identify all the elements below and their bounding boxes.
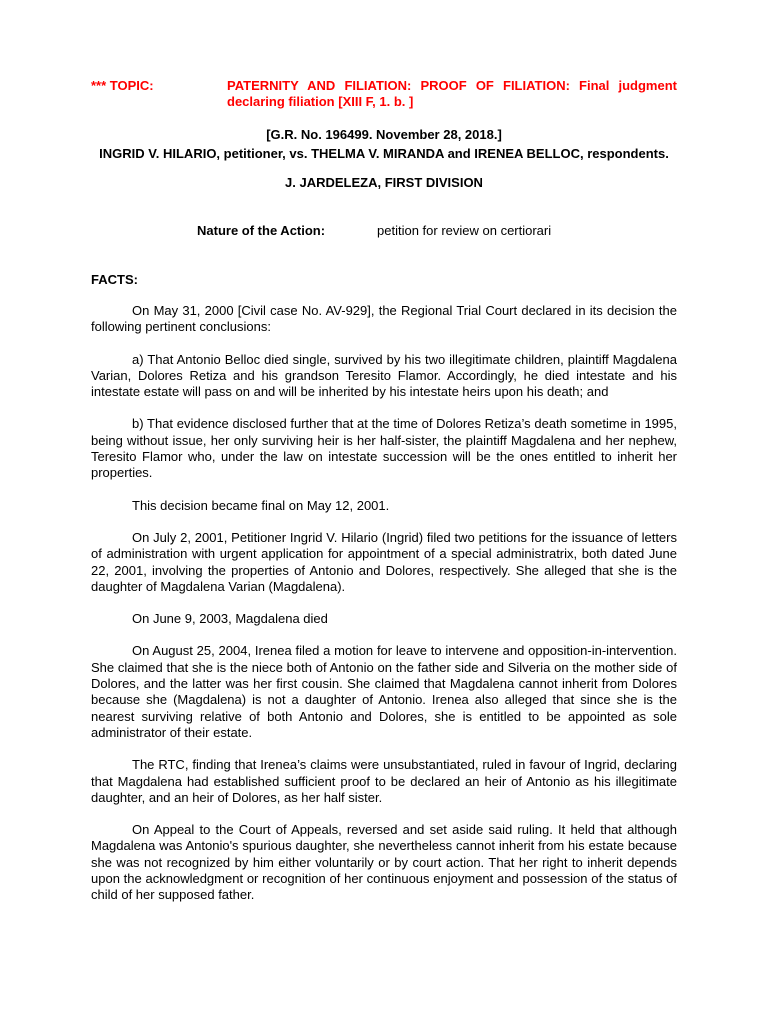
topic-text: PATERNITY AND FILIATION: PROOF OF FILIATION: Final judgment declaring filiation [XIII F, 1. b. ] — [227, 78, 677, 109]
case-parties: INGRID V. HILARIO, petitioner, vs. THELMA V. MIRANDA and IRENEA BELLOC, respondents. — [99, 146, 669, 161]
facts-paragraph: The RTC, finding that Irenea’s claims were unsubstantiated, ruled in favour of Ingrid, declaring that Magdalena had established sufficient proof to be declared an heir of Antonio as his illegitimate daughter, and an heir of Dolores, as her half sister. — [91, 757, 677, 805]
gr-number: [G.R. No. 196499. November 28, 2018.] — [266, 127, 502, 142]
topic-header — [91, 78, 677, 110]
topic-label: *** TOPIC: — [91, 78, 154, 93]
facts-body — [91, 303, 677, 920]
ponente-division: J. JARDELEZA, FIRST DIVISION — [285, 175, 483, 190]
facts-paragraph: On May 31, 2000 [Civil case No. AV-929], the Regional Trial Court declared in its decision the following pertinent conclusions: — [91, 303, 677, 335]
facts-paragraph: On June 9, 2003, Magdalena died — [132, 611, 328, 627]
facts-heading: FACTS: — [91, 272, 138, 287]
facts-paragraph: On August 25, 2004, Irenea filed a motion for leave to intervene and opposition-in-intervention. She claimed that she is the niece both of Antonio on the father side and Silveria on the mother side of Dolores, and the latter was her first cousin. She claimed that Magdalena cannot inherit from Dolores because she (Magdalena) is not a daughter of Antonio. Irenea also alleged that since she is the nearest surviving relative of both Antonio and Dolores, she is entitled to be appointed as sole administrator of their estate. — [91, 643, 677, 740]
facts-paragraph: b) That evidence disclosed further that at the time of Dolores Retiza’s death sometime in 1995, being without issue, her only surviving heir is her half-sister, the plaintiff Magdalena and her nephew, Teresito Flamor who, under the law on intestate succession will be the ones entitled to inherit her properties. — [91, 416, 677, 481]
facts-paragraph: On Appeal to the Court of Appeals, reversed and set aside said ruling. It held that although Magdalena was Antonio's spurious daughter, she nevertheless cannot inherit from his estate because she was not recognized by him either voluntarily or by court action. That her right to inherit depends upon the acknowledgment or recognition of her continuous enjoyment and possession of the status of child of her supposed father. — [91, 822, 677, 903]
facts-paragraph: This decision became final on May 12, 2001. — [132, 497, 390, 513]
nature-value: petition for review on certiorari — [377, 223, 552, 238]
facts-paragraph: a) That Antonio Belloc died single, survived by his two illegitimate children, plaintiff Magdalena Varian, Dolores Retiza and his grandson Teresito Flamor. Accordingly, he died intestate and his intestate estate will pass on and will be inherited by his intestate heirs upon his death; and — [91, 351, 677, 400]
facts-paragraph: On July 2, 2001, Petitioner Ingrid V. Hilario (Ingrid) filed two petitions for the issuance of letters of administration with urgent application for appointment of a special administratrix, both dated June 22, 2001, involving the properties of Antonio and Dolores, respectively. She alleged that she is the daughter of Magdalena Varian (Magdalena). — [91, 529, 677, 594]
nature-label: Nature of the Action: — [197, 223, 326, 238]
case-citation — [91, 125, 677, 163]
nature-of-action — [197, 223, 551, 238]
